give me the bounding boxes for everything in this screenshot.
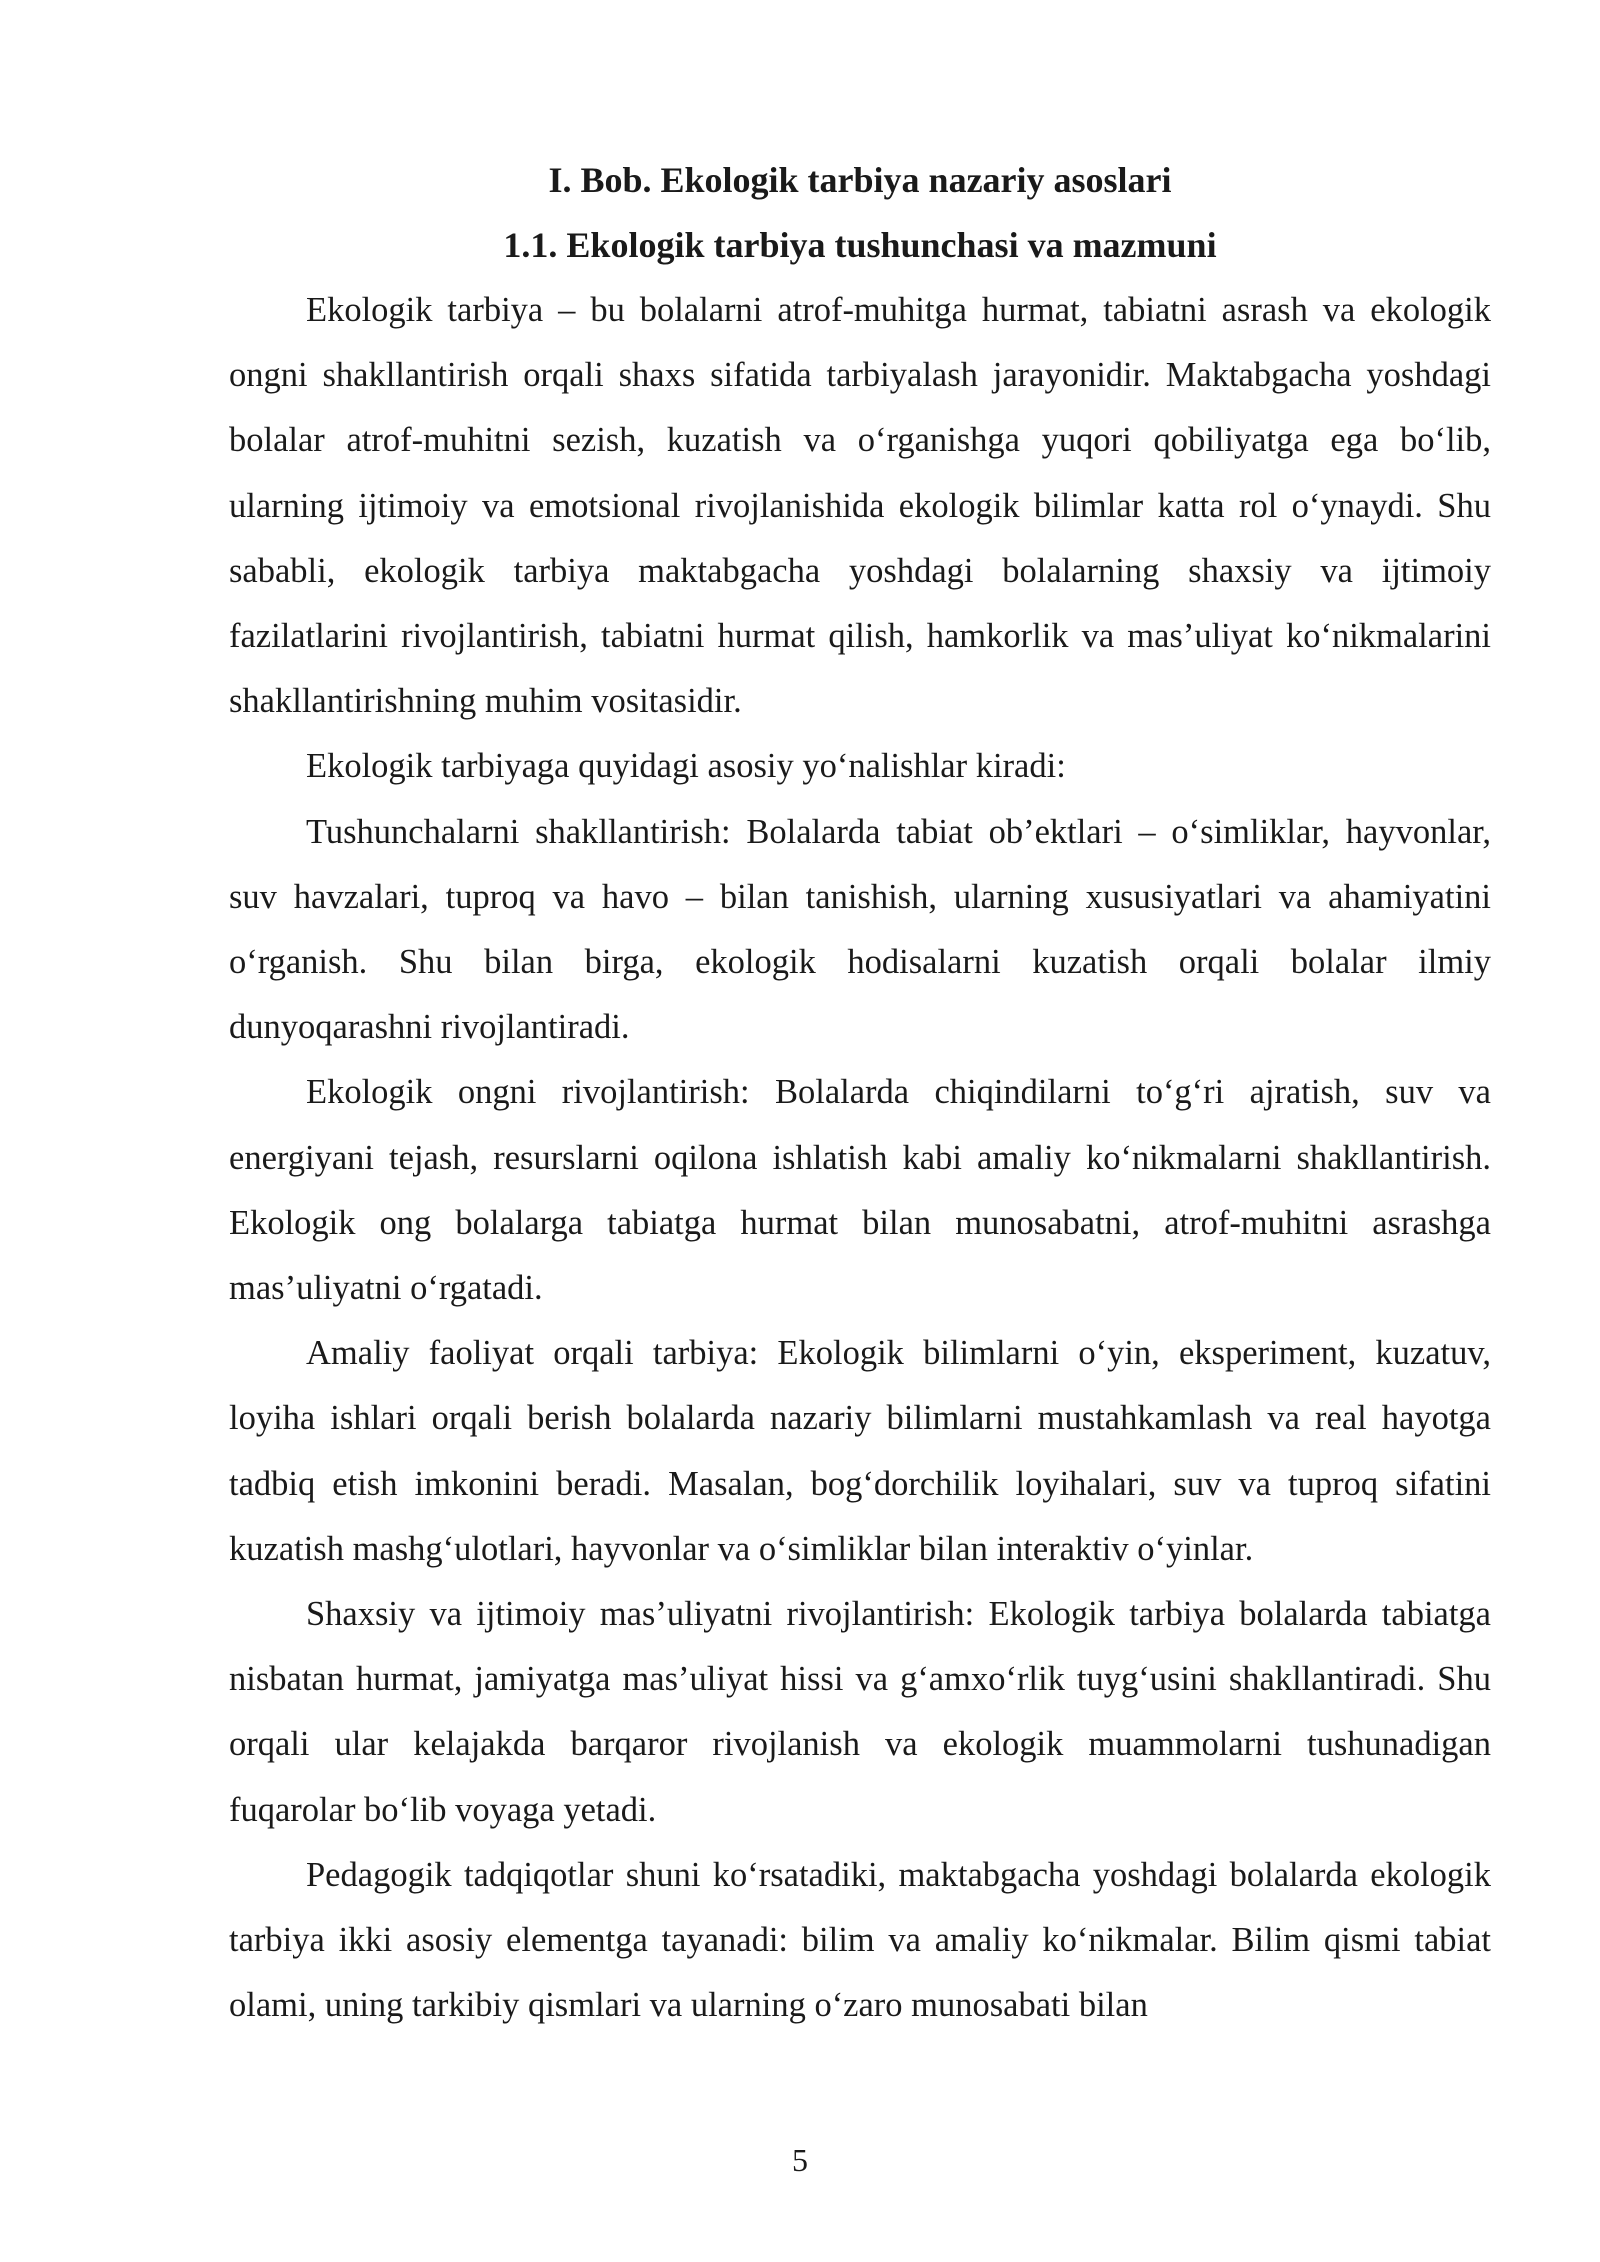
paragraph-definition: Ekologik tarbiya – bu bolalarni atrof-muhitga hurmat, tabiatni asrash va ekologik ongni shakllantirish orqali shaxs sifatida tarbiyalash jarayonidir. Maktabgacha yoshdagi bolalar atrof-muhitni sezish, kuzatish va o‘rganishga yuqori qobiliyatga ega bo‘lib, ularning ijtimoiy va emotsional rivojlanishida ekologik bilimlar katta rol o‘ynaydi. Shu sababli, ekologik tarbiya maktabgacha yoshdagi bolalarning shaxsiy va ijtimoiy fazilatlarini rivojlantirish, tabiatni hurmat qilish, hamkorlik va mas’uliyat ko‘nikmalarini shakllantirishning muhim vositasidir. <box>229 291 1491 721</box>
paragraph-pedagogical-research: Pedagogik tadqiqotlar shuni ko‘rsatadiki, maktabgacha yoshdagi bolalarda ekologik tarbiya ikki asosiy elementga tayanadi: bilim va amaliy ko‘nikmalar. Bilim qismi tabiat olami, uning tarkibiy qismlari va ularning o‘zaro munosabati bilan <box>229 1855 1491 2025</box>
paragraph-directions-intro: Ekologik tarbiyaga quyidagi asosiy yo‘nalishlar kiradi: <box>306 747 1066 786</box>
document-page <box>229 148 1491 2038</box>
paragraph-social-responsibility: Shaxsiy va ijtimoiy mas’uliyatni rivojlantirish: Ekologik tarbiya bolalarda tabiatga nisbatan hurmat, jamiyatga mas’uliyat hissi va g‘amxo‘rlik tuyg‘usini shakllantiradi. Shu orqali ular kelajakda barqaror rivojlanish va ekologik muammolarni tushunadigan fuqarolar bo‘lib voyaga yetadi. <box>229 1595 1491 1829</box>
paragraph-concepts: Tushunchalarni shakllantirish: Bolalarda tabiat ob’ektlari – o‘simliklar, hayvonlar, suv havzalari, tuproq va havo – bilan tanishish, ularning xususiyatlari va ahamiyatini o‘rganish. Shu bilan birga, ekologik hodisalarni kuzatish orqali bolalar ilmiy dunyoqarashni rivojlantiradi. <box>229 812 1491 1047</box>
chapter-title: I. Bob. Ekologik tarbiya nazariy asoslari <box>548 160 1172 200</box>
page-number: 5 <box>792 2142 808 2178</box>
paragraph-ecological-awareness: Ekologik ongni rivojlantirish: Bolalarda chiqindilarni to‘g‘ri ajratish, suv va energiyani tejash, resurslarni oqilona ishlatish kabi amaliy ko‘nikmalarni shakllantirish. Ekologik ong bolalarga tabiatga hurmat bilan munosabatni, atrof-muhitni asrashga mas’uliyatni o‘rgatadi. <box>229 1073 1491 1308</box>
section-title: 1.1. Ekologik tarbiya tushunchasi va mazmuni <box>503 225 1217 265</box>
paragraph-practical-activity: Amaliy faoliyat orqali tarbiya: Ekologik bilimlarni o‘yin, eksperiment, kuzatuv, loyiha ishlari orqali berish bolalarda nazariy bilimlarni mustahkamlash va real hayotga tadbiq etish imkonini beradi. Masalan, bog‘dorchilik loyihalari, suv va tuproq sifatini kuzatish mashg‘ulotlari, hayvonlar va o‘simliklar bilan interaktiv o‘yinlar. <box>229 1334 1491 1568</box>
